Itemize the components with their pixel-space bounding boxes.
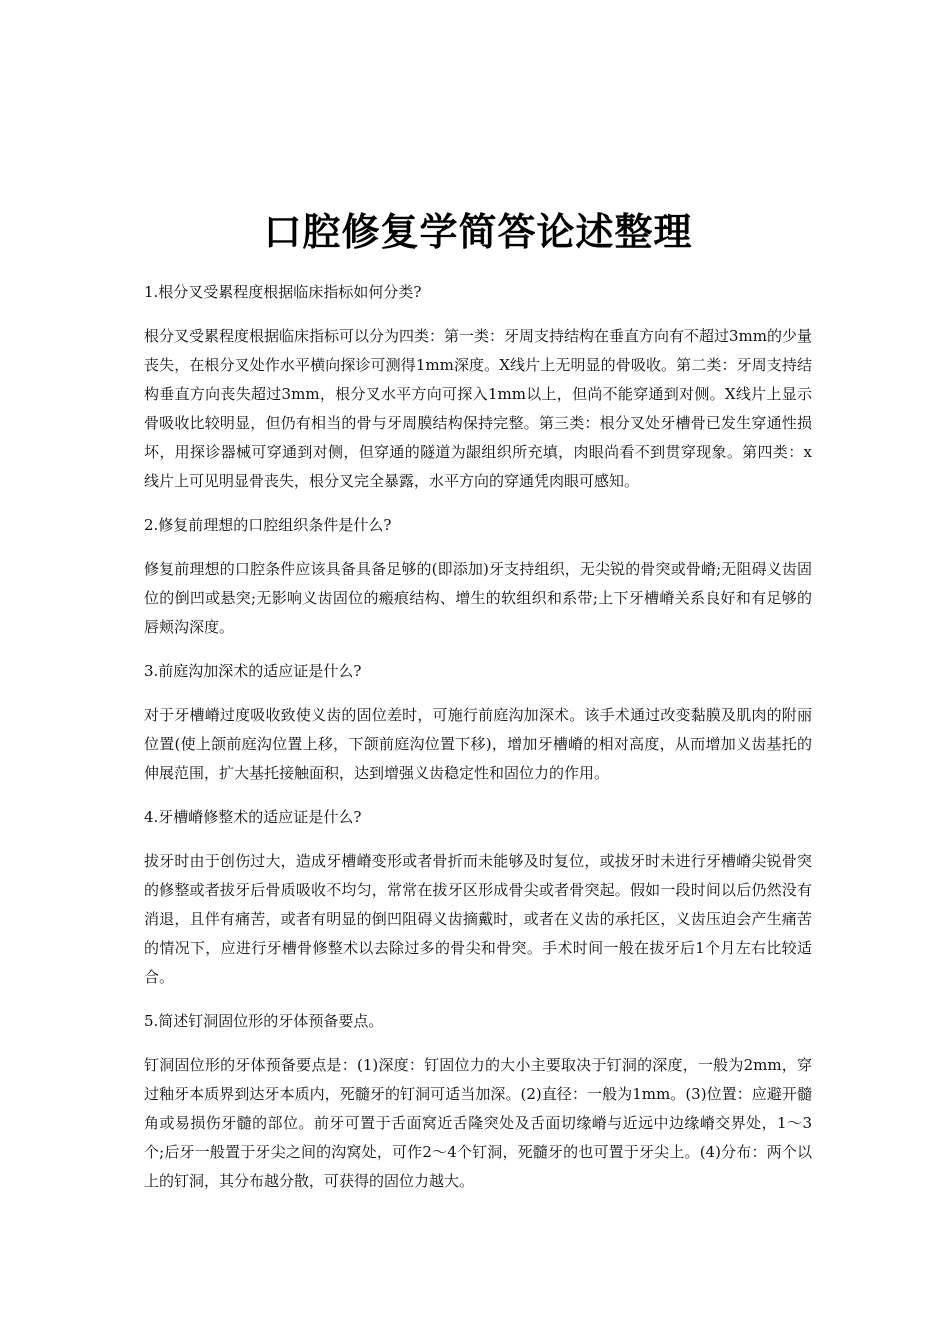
qa-item-1 (144, 280, 812, 496)
qa-item-3 (144, 659, 812, 788)
question-heading: 5.简述钉洞固位形的牙体预备要点。 (144, 1012, 384, 1030)
document-title: 口腔修复学简答论述整理 (263, 209, 693, 254)
question-heading: 1.根分叉受累程度根据临床指标如何分类? (144, 283, 422, 301)
answer-paragraph: 修复前理想的口腔条件应该具备具备足够的(即添加)牙支持组织，无尖锐的骨突或骨嵴;无阻碍义齿固位的倒凹或悬突;无影响义齿固位的瘢痕结构、增生的软组织和系带;上下牙槽嵴关系良好和有足够的唇颊沟深度。 (144, 560, 812, 636)
qa-item-5 (144, 1009, 812, 1196)
qa-item-4 (144, 805, 812, 992)
question-heading: 2.修复前理想的口腔组织条件是什么? (144, 516, 392, 534)
answer-paragraph: 对于牙槽嵴过度吸收致使义齿的固位差时，可施行前庭沟加深术。该手术通过改变黏膜及肌肉的附丽位置(使上颌前庭沟位置上移，下颌前庭沟位置下移)，增加牙槽嵴的相对高度，从而增加义齿基托的伸展范围，扩大基托接触面积，达到增强义齿稳定性和固位力的作用。 (144, 706, 812, 782)
question-heading: 3.前庭沟加深术的适应证是什么? (144, 662, 362, 680)
answer-paragraph: 拔牙时由于创伤过大，造成牙槽嵴变形或者骨折而未能够及时复位，或拔牙时未进行牙槽嵴尖锐骨突的修整或者拔牙后骨质吸收不均匀，常常在拔牙区形成骨尖或者骨突起。假如一段时间以后仍然没有消退，且伴有痛苦，或者有明显的倒凹阻碍义齿摘戴时，或者在义齿的承托区，义齿压迫会产生痛苦的情况下，应进行牙槽骨修整术以去除过多的骨尖和骨突。手术时间一般在拔牙后1个月左右比较适合。 (144, 852, 812, 986)
document-page (144, 0, 812, 1213)
answer-paragraph: 根分叉受累程度根据临床指标可以分为四类：第一类：牙周支持结构在垂直方向有不超过3mm的少量丧失，在根分叉处作水平横向探诊可测得1mm深度。X线片上无明显的骨吸收。第二类：牙周支持结构垂直方向丧失超过3mm，根分叉水平方向可探入1mm以上，但尚不能穿通到对侧。X线片上显示骨吸收比较明显，但仍有相当的骨与牙周膜结构保持完整。第三类：根分叉处牙槽骨已发生穿通性损坏，用探诊器械可穿通到对侧，但穿通的隧道为龈组织所充填，肉眼尚看不到贯穿现象。第四类：x线片上可见明显骨丧失，根分叉完全暴露，水平方向的穿通凭肉眼可感知。 (144, 327, 812, 490)
qa-item-2 (144, 513, 812, 642)
question-heading: 4.牙槽嵴修整术的适应证是什么? (144, 808, 362, 826)
answer-paragraph: 钉洞固位形的牙体预备要点是：(1)深度：钉固位力的大小主要取决于钉洞的深度，一般为2mm，穿过釉牙本质界到达牙本质内，死髓牙的钉洞可适当加深。(2)直径：一般为1mm。(3)位置：应避开髓角或易损伤牙髓的部位。前牙可置于舌面窝近舌隆突处及舌面切缘嵴与近远中边缘嵴交界处，1～3个;后牙一般置于牙尖之间的沟窝处，可作2～4个钉洞，死髓牙的也可置于牙尖上。(4)分布：两个以上的钉洞，其分布越分散，可获得的固位力越大。 (144, 1056, 812, 1190)
qa-list (144, 280, 812, 1196)
